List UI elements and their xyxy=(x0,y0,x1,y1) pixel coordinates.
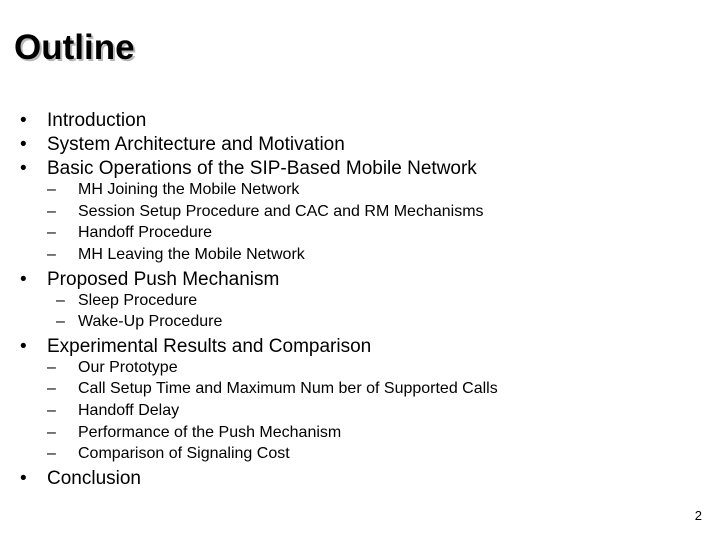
page-number: 2 xyxy=(694,508,702,523)
outline-subitem-label: Handoff Procedure xyxy=(78,224,213,241)
dash-icon: – xyxy=(47,380,56,397)
dash-icon: – xyxy=(47,445,56,462)
outline-subitem-label: Call Setup Time and Maximum Num ber of Supported Calls xyxy=(78,380,498,397)
outline-subitem-label: Handoff Delay xyxy=(78,402,180,419)
bullet-icon: • xyxy=(20,110,27,131)
dash-icon: – xyxy=(47,203,56,220)
outline-subitem-label: Performance of the Push Mechanism xyxy=(78,424,342,441)
outline-subitem xyxy=(56,314,222,330)
dash-icon: – xyxy=(47,246,56,263)
slide-title: Outline xyxy=(14,28,135,67)
outline-subitem xyxy=(47,381,498,397)
outline-subitem xyxy=(47,446,290,462)
outline-item-conclusion xyxy=(20,469,141,488)
outline-subitem xyxy=(47,182,299,198)
outline-subitem xyxy=(47,225,212,241)
outline-subitem xyxy=(47,403,179,419)
bullet-icon: • xyxy=(20,336,27,357)
dash-icon: – xyxy=(47,424,56,441)
outline-item-introduction xyxy=(20,111,146,130)
outline-subitem xyxy=(47,360,178,376)
outline-subitem xyxy=(56,293,197,309)
dash-icon: – xyxy=(56,313,65,330)
dash-icon: – xyxy=(47,224,56,241)
dash-icon: – xyxy=(47,359,56,376)
outline-item-label: Introduction xyxy=(47,110,147,131)
outline-item-system-architecture xyxy=(20,135,345,154)
outline-item-label: System Architecture and Motivation xyxy=(47,134,345,155)
outline-subitem xyxy=(47,247,305,263)
outline-subitem-label: Session Setup Procedure and CAC and RM Mechanisms xyxy=(78,203,484,220)
bullet-icon: • xyxy=(20,269,27,290)
bullet-icon: • xyxy=(20,134,27,155)
outline-subitem-label: Sleep Procedure xyxy=(78,292,198,309)
dash-icon: – xyxy=(47,402,56,419)
outline-subitem-label: MH Leaving the Mobile Network xyxy=(78,246,305,263)
outline-subitem-label: Comparison of Signaling Cost xyxy=(78,445,290,462)
outline-item-label: Proposed Push Mechanism xyxy=(47,269,280,290)
outline-subitem-label: Wake-Up Procedure xyxy=(78,313,223,330)
outline-subitem xyxy=(47,204,484,220)
dash-icon: – xyxy=(56,292,65,309)
bullet-icon: • xyxy=(20,158,27,179)
outline-item-label: Basic Operations of the SIP-Based Mobile Network xyxy=(47,158,477,179)
outline-item-label: Conclusion xyxy=(47,468,141,489)
outline-subitem-label: Our Prototype xyxy=(78,359,178,376)
outline-item-experimental-results xyxy=(20,337,371,356)
outline-subitem xyxy=(47,425,341,441)
outline-item-push-mechanism xyxy=(20,270,279,289)
dash-icon: – xyxy=(47,181,56,198)
outline-subitem-label: MH Joining the Mobile Network xyxy=(78,181,300,198)
outline-item-label: Experimental Results and Comparison xyxy=(47,336,372,357)
outline-item-basic-operations xyxy=(20,159,477,178)
bullet-icon: • xyxy=(20,468,27,489)
